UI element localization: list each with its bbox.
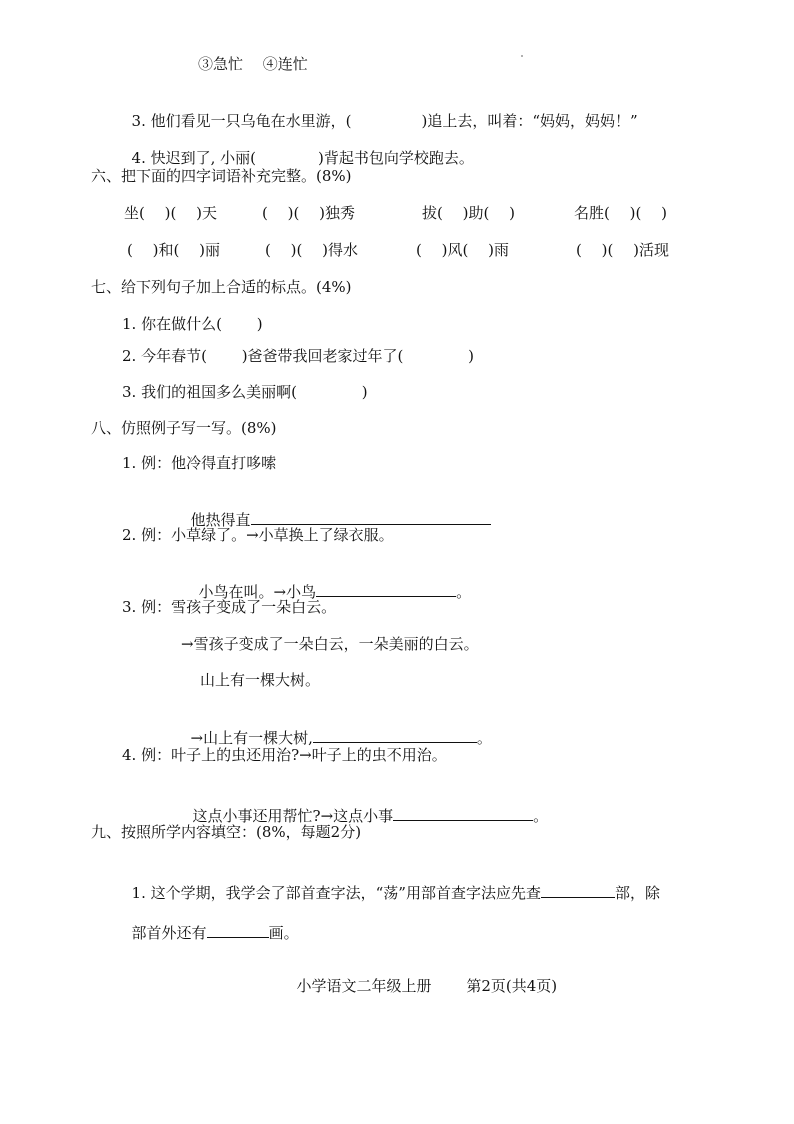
q7-sentence-3[interactable]: 3. 我们的祖国多么美丽啊( ) — [122, 383, 368, 401]
q8-task-3 — [181, 707, 492, 748]
q9-line-1-post: 部，除 — [614, 884, 660, 902]
footer-gap — [432, 977, 467, 995]
q9-title: 九、按照所学内容填空：(8%，每题2分) — [91, 823, 362, 841]
q8-example-1: 1. 例：他冷得直打哆嗦 — [122, 454, 277, 472]
q8-task-2 — [189, 561, 471, 602]
q6-idiom-2[interactable]: ( )( )独秀 — [262, 204, 355, 222]
q9-line-2-post: 画。 — [268, 924, 299, 942]
q6-idiom-5[interactable]: ( )和( )丽 — [127, 241, 220, 259]
q8-task-1-answer-line[interactable] — [251, 509, 491, 525]
q5-s4-post: )背起书包向学校跑去。 — [318, 149, 474, 167]
footer-book-title: 小学语文二年级上册 — [296, 977, 432, 995]
q8-example-3: 3. 例：雪孩子变成了一朵白云。 — [122, 598, 337, 616]
q9-line-1-pre: 1. 这个学期，我学会了部首查字法，“荡”用部首查字法应先查 — [131, 884, 541, 902]
q8-task-3-prompt: →山上有一棵大树, — [190, 729, 313, 747]
q6-idiom-8[interactable]: ( )( )活现 — [576, 241, 669, 259]
q7-sentence-1[interactable]: 1. 你在做什么( ) — [122, 315, 263, 333]
q9-line-2-pre: 部首外还有 — [131, 924, 207, 942]
q6-idiom-6[interactable]: ( )( )得水 — [265, 241, 358, 259]
q6-title: 六、把下面的四字词语补充完整。(8%) — [91, 167, 352, 185]
q9-line-2 — [122, 902, 299, 943]
q5-s4-blank[interactable] — [256, 148, 318, 163]
q6-idiom-7[interactable]: ( )风( )雨 — [416, 241, 509, 259]
q8-task-2-end: 。 — [456, 583, 472, 601]
q8-example-2: 2. 例：小草绿了。→小草换上了绿衣服。 — [122, 526, 394, 544]
q9-line-1 — [122, 862, 660, 903]
stray-dot — [521, 55, 523, 57]
q7-sentence-2[interactable]: 2. 今年春节( )爸爸带我回老家过年了( ) — [122, 347, 475, 365]
q9-strokes-answer-line[interactable] — [207, 922, 269, 938]
q8-example-3-result: →雪孩子变成了一朵白云，一朵美丽的白云。 — [181, 635, 479, 653]
q8-task-2-answer-line[interactable] — [316, 581, 456, 597]
q9-radical-answer-line[interactable] — [541, 882, 615, 898]
q5-options: ③急忙 ④连忙 — [198, 55, 308, 73]
q8-task-4-answer-line[interactable] — [393, 805, 533, 821]
q5-s3-post: )追上去，叫着：“妈妈，妈妈！” — [421, 112, 638, 130]
q8-task-3-answer-line[interactable] — [313, 727, 477, 743]
q5-sentence-3 — [122, 91, 638, 131]
q5-s3-pre: 3. 他们看见一只乌龟在水里游，( — [131, 112, 352, 130]
q8-task-1 — [181, 489, 491, 530]
q8-task-4 — [183, 785, 548, 826]
q8-task-3-end: 。 — [476, 729, 492, 747]
q8-task-4-prompt: 这点小事还用帮忙?→这点小事 — [192, 807, 394, 825]
page-footer — [287, 956, 557, 996]
q6-idiom-3[interactable]: 拔( )助( ) — [422, 204, 515, 222]
q5-s3-blank[interactable] — [351, 111, 421, 126]
q8-task-1-prompt: 他热得直 — [190, 511, 251, 529]
q5-s4-pre: 4. 快迟到了, 小丽( — [131, 149, 257, 167]
q8-title: 八、仿照例子写一写。(8%) — [91, 419, 277, 437]
q8-example-4: 4. 例：叶子上的虫还用治?→叶子上的虫不用治。 — [122, 746, 447, 764]
q8-task-3-sentence: 山上有一棵大树。 — [200, 671, 321, 689]
q5-sentence-4 — [122, 128, 474, 168]
q6-idiom-1[interactable]: 坐( )( )天 — [124, 204, 217, 222]
footer-page-number: 第2页(共4页) — [466, 977, 558, 995]
q8-task-4-end: 。 — [533, 807, 549, 825]
q7-title: 七、给下列句子加上合适的标点。(4%) — [91, 278, 352, 296]
q8-task-2-prompt: 小鸟在叫。→小鸟 — [198, 583, 317, 601]
q6-idiom-4[interactable]: 名胜( )( ) — [574, 204, 667, 222]
